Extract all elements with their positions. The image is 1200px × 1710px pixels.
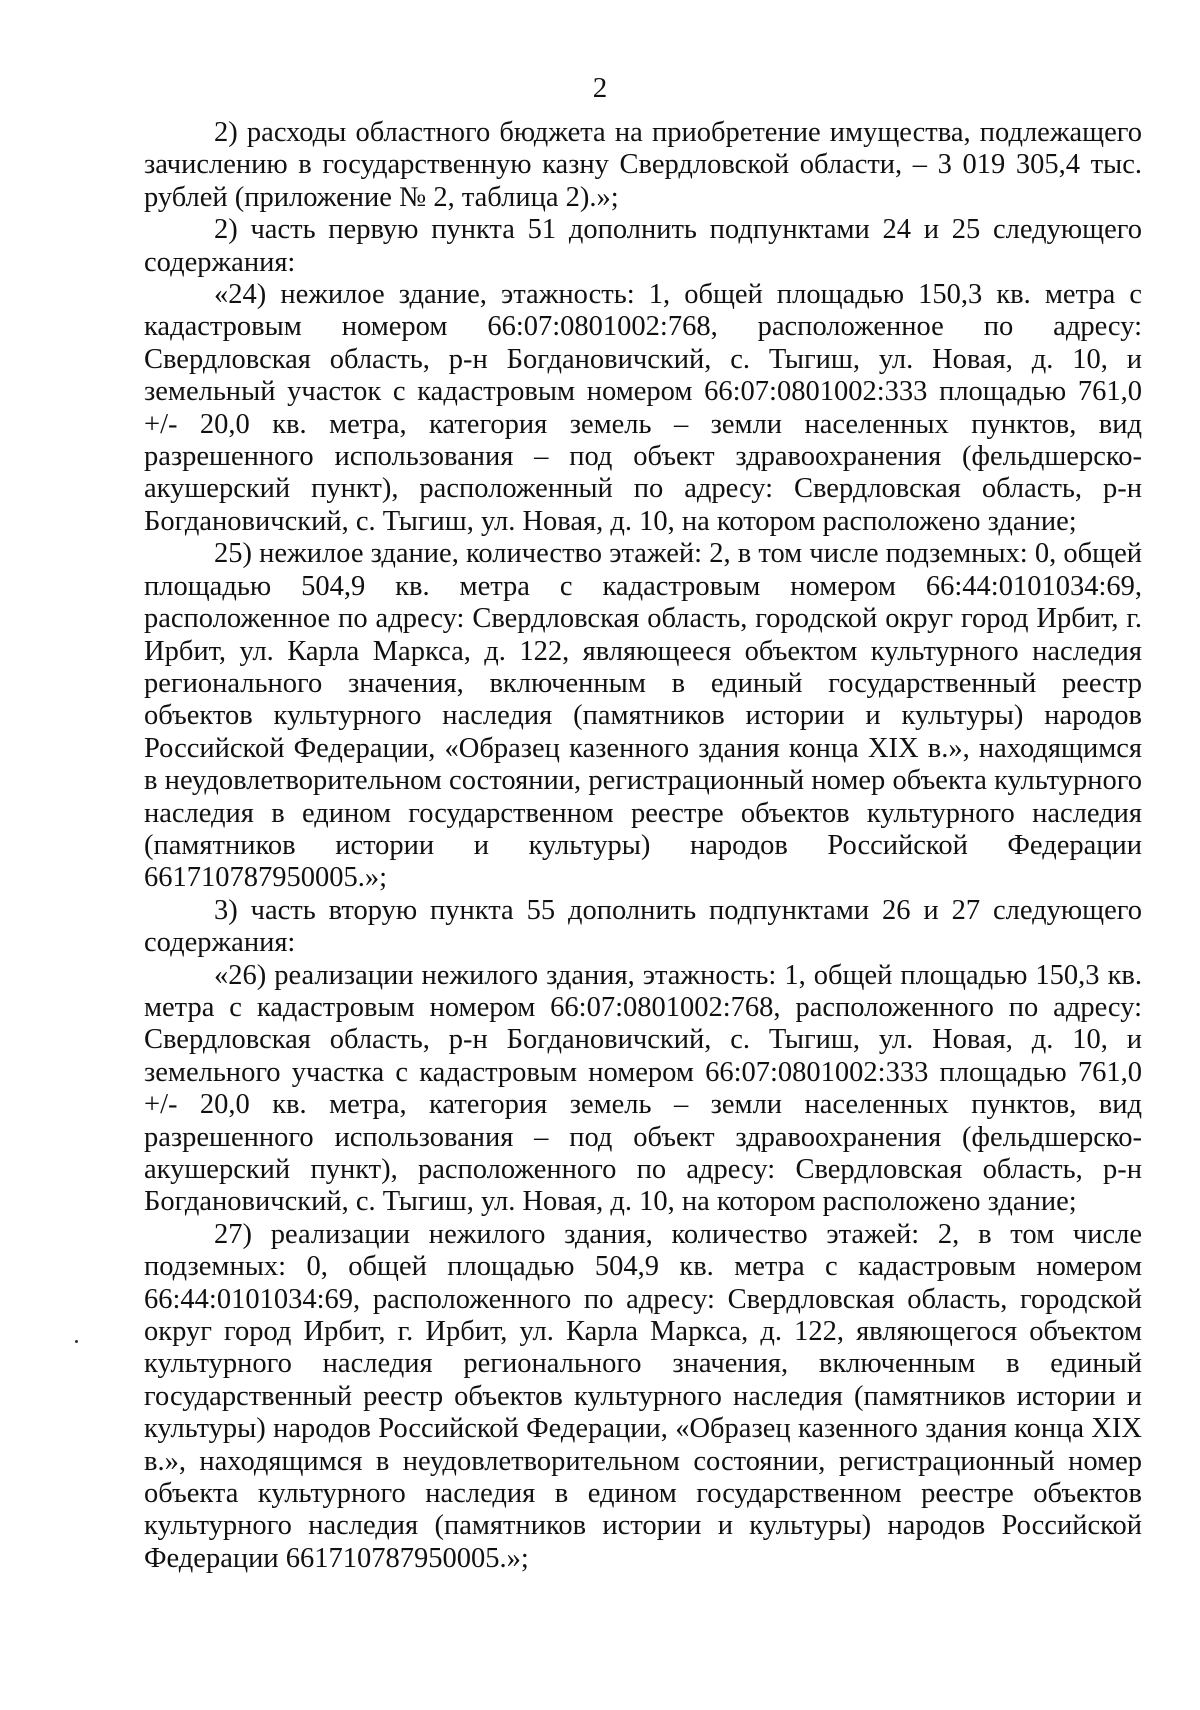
paragraph-subitem-27: 27) реализации нежилого здания, количество этажей: 2, в том числе подземных: 0, общей площадью 504,9 кв. метра с кадастровым номером 66:44:0101034:69, расположенного по адресу: Свердловская область, городской округ город Ирбит, г. Ирбит, ул. Карла Маркса, д. 122, являющегося объектом культурного наследия регионального значения, включенным в единый государственный реестр объектов культурного наследия (памятников истории и культуры) народов Российской Федерации, «Образец казенного здания конца XIX в.», находящимся в неудовлетворительном состоянии, регистрационный номер объекта культурного наследия в едином государственном реестре объектов культурного наследия (памятников истории и культуры) народов Российской Федерации 661710787950005.»; [144,1218,1142,1574]
paragraph-subitem-24: «24) нежилое здание, этажность: 1, общей площадью 150,3 кв. метра с кадастровым номером 66:07:0801002:768, расположенное по адресу: Свердловская область, р-н Богдановичский, с. Тыгиш, ул. Новая, д. 10, и земельный участок с кадастровым номером 66:07:0801002:333 площадью 761,0 +/- 20,0 кв. метра, категория земель – земли населенных пунктов, вид разрешенного использования – под объект здравоохранения (фельдшерско-акушерский пункт), расположенный по адресу: Свердловская область, р-н Богдановичский, с. Тыгиш, ул. Новая, д. 10, на котором расположено здание; [144,279,1142,537]
paragraph-amend-item-55: 3) часть вторую пункта 55 дополнить подпунктами 26 и 27 следующего содержания: [144,894,1142,959]
paragraph-amend-item-51: 2) часть первую пункта 51 дополнить подпунктами 24 и 25 следующего содержания: [144,214,1142,278]
paragraph-budget-expenses: 2) расходы областного бюджета на приобретение имущества, подлежащего зачислению в государственную казну Свердловской области, – 3 019 305,4 тыс. рублей (приложение № 2, таблица 2).»; [144,117,1142,213]
paragraph-subitem-26: «26) реализации нежилого здания, этажность: 1, общей площадью 150,3 кв. метра с кадастровым номером 66:07:0801002:768, расположенного по адресу: Свердловская область, р-н Богдановичский, с. Тыгиш, ул. Новая, д. 10, и земельного участка с кадастровым номером 66:07:0801002:333 площадью 761,0 +/- 20,0 кв. метра, категория земель – земли населенных пунктов, вид разрешенного использования – под объект здравоохранения (фельдшерско-акушерский пункт), расположенного по адресу: Свердловская область, р-н Богдановичский, с. Тыгиш, ул. Новая, д. 10, на котором расположено здание; [144,959,1142,1218]
document-body [144,117,1142,1575]
paragraph-subitem-25: 25) нежилое здание, количество этажей: 2, в том числе подземных: 0, общей площадью 504,9 кв. метра с кадастровым номером 66:44:0101034:69, расположенное по адресу: Свердловская область, городской округ город Ирбит, г. Ирбит, ул. Карла Маркса, д. 122, являющееся объектом культурного наследия регионального значения, включенным в единый государственный реестр объектов культурного наследия (памятников истории и культуры) народов Российской Федерации, «Образец казенного здания конца XIX в.», находящимся в неудовлетворительном состоянии, регистрационный номер объекта культурного наследия в едином государственном реестре объектов культурного наследия (памятников истории и культуры) народов Российской Федерации 661710787950005.»; [144,538,1142,894]
scan-speck [75,1340,78,1343]
page-number: 2 [592,72,608,104]
